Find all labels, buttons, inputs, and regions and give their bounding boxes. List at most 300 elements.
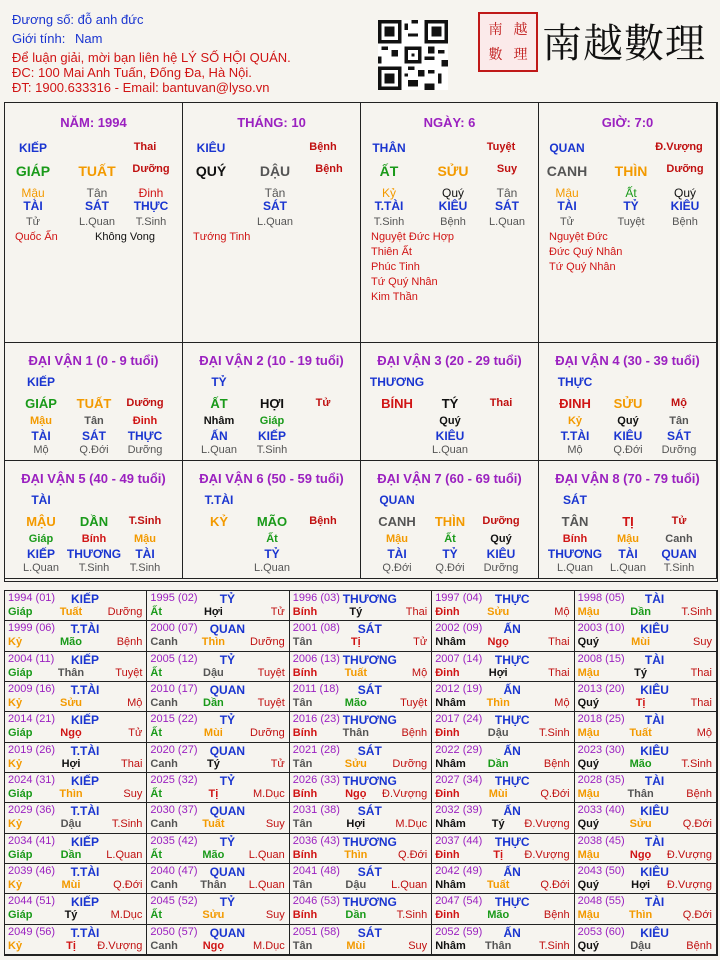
pillar-subs-text: Tử [559,216,575,228]
dai-van-sub: Dưỡng [483,562,519,574]
year-life-stage: Bệnh [686,787,712,800]
year-label: 2051 (58) [292,925,340,938]
year-label: 2003 (10) [577,622,625,635]
dai-van-hidden-stem: Đinh [132,415,158,427]
year-stem: Canh [150,696,178,709]
year-star: TÀI [644,895,665,910]
year-label: 1999 (06) [8,622,56,635]
year-stem: Canh [150,878,178,891]
year-star: THỰC [494,773,530,788]
year-life-stage: Mộ [554,606,570,618]
pillar-subs-text: Bệnh [440,216,466,228]
dai-van-hidden-stem: Ất [266,533,278,545]
year-branch: Sửu [344,757,367,770]
year-stem: Canh [150,818,178,831]
dai-van-hidden-star: SÁT [667,429,691,443]
year-branch: Dậu [60,818,82,831]
dai-van-sub: L.Quan [253,562,291,574]
year-stem: Ất [150,787,162,800]
year-cell [147,712,289,742]
dai-van-hidden-star: TÀI [618,547,638,561]
year-branch: Hợi [61,757,81,770]
year-stem: Giáp [8,727,33,740]
year-stem: Mậu [577,606,600,618]
dai-van-hidden-star: TỶ [442,547,458,561]
year-branch: Mão [60,636,82,649]
pillar-shensha: Nguyệt Đức [549,231,608,243]
year-cell [575,803,717,833]
year-label: 2000 (07) [150,622,198,635]
year-life-stage: Tuyệt [257,666,285,679]
year-stem: Kỷ [8,636,23,649]
year-branch: Mùi [61,878,81,891]
year-star: TÀI [644,713,665,728]
year-label: 2005 (12) [150,652,198,665]
year-branch: Tý [64,909,78,922]
year-branch: Mùi [346,939,366,952]
year-label: 1998 (05) [577,592,625,604]
year-label: 2026 (33) [292,773,340,786]
year-star: KIẾP [70,895,100,910]
year-branch: Thìn [344,848,368,861]
year-label: 2001 (08) [292,622,340,635]
year-branch: Dậu [203,666,224,679]
year-label: 2024 (31) [8,773,56,786]
year-star: KIÊU [640,864,669,879]
year-label: 2047 (54) [435,895,483,908]
year-branch: Hợi [203,606,223,618]
year-label: 2034 (41) [8,834,56,847]
dai-van-hidden-star: KIÊU [486,547,516,561]
pillar-hidden-text: Tân [264,186,286,200]
year-life-stage: Bệnh [401,727,428,740]
year-stem: Ất [150,727,162,740]
dai-van-hidden-star: KIÊU [435,429,465,443]
dai-van-title: ĐẠI VẬN 5 (40 - 49 tuổi) [21,471,166,486]
year-life-stage: Dưỡng [107,606,143,618]
pillar-stars-text: TỶ [623,199,639,213]
pillar-top-text: Đ.Vượng [655,141,703,153]
year-stem: Giáp [8,909,33,922]
pillar-top-text: Tuyệt [486,141,516,153]
dai-van-life-stage: Tử [315,397,331,409]
dai-van-hidden-star: THỰC [127,429,163,443]
year-star: T.TÀI [70,622,100,637]
year-life-stage: T.Sinh [681,757,712,770]
year-label: 2030 (37) [150,804,198,817]
year-life-stage: Q.Đới [682,818,712,831]
year-stem: Bính [292,787,318,800]
year-stem: Canh [150,757,178,770]
year-stem: Nhâm [435,878,466,891]
pillar-row1-text: Bệnh [315,163,343,175]
year-life-stage: Q.Đới [113,878,143,891]
year-label: 1997 (04) [435,592,483,604]
pillar-title: NGÀY: 6 [423,115,476,130]
year-star: SÁT [357,925,382,940]
year-star: THỰC [494,895,530,910]
phone-email-line[interactable]: ĐT: 1900.633316 - Email: bantuvan@lyso.vn [12,80,270,95]
year-stem: Canh [150,939,178,952]
year-cell [432,925,574,955]
year-star: TỶ [219,592,236,606]
pillar-shensha: Nguyệt Đức Hợp [371,231,455,243]
year-star: THƯƠNG [342,834,397,849]
pillar-row1-text: QUÝ [195,163,227,179]
year-stem: Kỷ [8,696,23,709]
year-cell [432,834,574,864]
year-life-stage: Thai [120,757,143,770]
year-cell [147,864,289,894]
year-star: QUAN [209,743,246,758]
year-stem: Bính [292,606,318,618]
year-branch: Tị [208,787,219,800]
year-life-stage: Tử [270,757,285,770]
dai-van-hidden-star: KIÊU [613,429,643,443]
subject-name: Đương số: đỗ anh đức [12,12,144,27]
pillar-cell [361,103,539,343]
year-life-stage: Thai [548,666,570,679]
year-life-stage: Suy [408,939,428,952]
pillar-hidden-text: Mậu [21,186,45,200]
dai-van-life-stage: Dưỡng [482,515,520,527]
year-star: KIẾP [70,592,100,606]
pillar-subs-text: Tử [25,216,41,228]
year-branch: Thìn [59,787,83,800]
year-star: TỶ [219,652,236,667]
dai-van-hidden-star: TÀI [135,547,155,561]
year-cell [5,712,147,742]
dai-van-star: QUAN [379,493,415,507]
year-star: KIẾP [70,652,100,667]
year-label: 2052 (59) [435,925,483,938]
pillar-hidden-text: Tân [86,186,108,200]
year-label: 2014 (21) [8,713,56,726]
year-life-stage: T.Sinh [539,727,570,740]
year-stem: Nhâm [435,757,466,770]
dai-van-hidden-star: TỶ [264,547,280,561]
dai-van-sub: T.Sinh [129,562,161,574]
year-cell [575,773,717,803]
year-label: 1994 (01) [8,592,56,604]
year-cell [575,652,717,682]
year-stem: Quý [577,939,599,952]
year-branch: Dậu [345,878,367,891]
dai-van-star: TỶ [211,375,227,389]
dai-van-branch: THÌN [434,514,466,529]
year-stem: Nhâm [435,818,466,831]
year-branch: Tý [349,606,363,618]
dai-van-life-stage: T.Sinh [128,515,162,527]
pillar-shensha: Thiên Ất [371,246,412,258]
year-life-stage: Đ.Vượng [666,848,712,861]
dai-van-hidden-stem: Nhâm [203,415,235,427]
year-branch: Dần [60,848,82,861]
year-label: 2027 (34) [435,773,483,786]
year-stem: Kỷ [8,757,23,770]
year-cell [290,743,432,773]
pillar-row1-text: ẤT [379,163,399,179]
year-life-stage: Mộ [554,696,570,709]
year-cell [432,803,574,833]
year-cell [5,894,147,924]
year-branch: Sửu [202,909,225,922]
pillar-top-text: Bệnh [309,141,337,153]
pillar-shensha: Đức Quý Nhân [549,246,623,258]
pillar-shensha: Tứ Quý Nhân [371,276,438,288]
pillar-top-text: THÂN [372,141,406,155]
year-stem: Đinh [435,666,460,679]
year-stem: Tân [292,818,313,831]
year-life-stage: Suy [693,636,712,649]
year-star: KIẾP [70,713,100,728]
dai-van-star: THƯƠNG [369,375,425,389]
pillar-top-text: KIẾP [18,141,48,155]
year-branch: Tý [634,666,648,679]
year-stem: Tân [292,636,313,649]
dai-van-star: THỰC [557,375,593,389]
year-life-stage: Q.Đới [682,909,712,922]
year-label: 2032 (39) [435,804,483,817]
dai-van-sub: Q.Đới [382,562,412,574]
year-stem: Đinh [435,787,460,800]
year-cell [575,864,717,894]
dai-van-branch: TỊ [622,514,634,529]
year-stem: Quý [577,757,599,770]
year-life-stage: Đ.Vượng [524,848,570,861]
year-star: ẤN [503,864,521,879]
pillar-row1-text: Suy [496,163,518,175]
year-star: TÀI [644,773,665,788]
year-stem: Quý [577,818,599,831]
year-branch: Tý [491,818,505,831]
dai-van-hidden-star: TÀI [387,547,407,561]
dai-van-hidden-stem: Giáp [28,533,54,545]
pillar-subs-text: T.Sinh [373,216,405,228]
dai-van-hidden-stem: Quý [617,415,639,427]
year-star: SÁT [357,743,382,758]
year-branch: Ngọ [345,787,367,800]
dai-van-cell [183,343,361,461]
dai-van-stem: ẤT [210,396,228,411]
dai-van-title: ĐẠI VẬN 6 (50 - 59 tuổi) [199,471,344,486]
dai-van-cell [183,461,361,579]
gender-value: Nam [74,31,103,46]
year-star: T.TÀI [70,864,100,879]
year-stem: Tân [292,939,313,952]
dai-van-life-stage: Tử [671,515,687,527]
year-star: ẤN [503,804,521,819]
year-branch: Mão [202,848,225,861]
year-branch: Tị [350,636,361,649]
dai-van-branch: SỬU [613,396,643,411]
dai-van-hidden-star: SÁT [82,429,106,443]
year-stem: Bính [292,909,318,922]
year-stem: Giáp [8,606,33,618]
year-stem: Đinh [435,909,460,922]
year-life-stage: L.Quan [248,878,285,891]
dai-van-title: ĐẠI VẬN 8 (70 - 79 tuổi) [555,471,700,486]
year-label: 2017 (24) [435,713,483,726]
dai-van-stem: BÍNH [381,396,413,411]
year-branch: Ngọ [202,939,225,952]
year-label: 2037 (44) [435,834,483,847]
year-life-stage: Thai [548,636,570,649]
year-cell [147,621,289,651]
year-cell [290,591,432,621]
year-cell [432,894,574,924]
dai-van-title: ĐẠI VẬN 2 (10 - 19 tuổi) [199,353,344,368]
year-life-stage: M.Dục [253,939,285,952]
dai-van-star: KIẾP [26,375,56,389]
dai-van-hidden-stem: Kỷ [567,415,583,427]
year-label: 2029 (36) [8,804,56,817]
year-life-stage: Đ.Vượng [382,787,428,800]
year-label: 2039 (46) [8,864,56,877]
year-stem: Mậu [577,787,600,800]
year-star: SÁT [357,682,382,697]
year-star: QUAN [209,925,246,940]
year-label: 2049 (56) [8,925,56,938]
pillar-row1-text: CANH [546,163,588,179]
year-label: 2035 (42) [150,834,198,847]
year-star: QUAN [209,622,246,637]
year-cell [5,652,147,682]
dai-van-sub: Q.Đới [613,444,643,456]
year-branch: Mão [629,757,652,770]
dai-van-hidden-star: T.TÀI [560,429,590,443]
subject-line [12,12,143,28]
dai-van-cell [539,343,717,461]
pillar-hidden-text: Tân [496,186,518,200]
year-stem: Quý [577,696,599,709]
pillar-subs-text: Tuyệt [617,216,645,228]
year-life-stage: Tuyệt [115,666,143,679]
year-branch: Tuất [486,878,510,891]
year-cell [147,803,289,833]
year-star: T.TÀI [70,925,100,940]
year-label: 2050 (57) [150,925,198,938]
year-cell [5,591,147,621]
year-branch: Sửu [59,696,83,709]
qr-code-icon[interactable] [378,20,448,90]
year-star: KIÊU [640,622,669,637]
dai-van-star: SÁT [563,493,587,507]
pillar-hidden-text: Kỷ [381,186,397,200]
seal-char: 南 [488,21,503,38]
pillar-stars-text: KIÊU [670,199,700,213]
year-label: 2041 (48) [292,864,340,877]
year-star: TỶ [219,834,236,849]
year-cell [432,591,574,621]
year-label: 2006 (13) [292,652,340,665]
year-branch: Hợi [488,666,508,679]
dai-van-hidden-star: KIẾP [26,547,56,561]
year-cell [147,834,289,864]
pillar-hidden-text: Quý [673,186,697,200]
year-label: 2016 (23) [292,713,340,726]
pillar-subs-text: T.Sinh [135,216,167,228]
pillar-stars-text: TÀI [23,199,43,213]
year-star: THỰC [494,652,530,667]
year-cell [5,925,147,955]
year-stem: Ất [150,909,162,922]
pillar-row1-text: SỬU [437,163,469,179]
dai-van-hidden-stem: Quý [490,533,512,545]
seal-char: 數 [488,46,503,63]
dai-van-life-stage: Bệnh [309,515,337,527]
year-cell [575,894,717,924]
year-star: ẤN [503,743,521,758]
pillar-row1-text: Dưỡng [132,163,170,175]
year-star: TỶ [219,895,236,910]
year-life-stage: L.Quan [106,848,143,861]
dai-van-hidden-star: QUAN [661,547,697,561]
dai-van-branch: MÃO [256,514,288,529]
year-life-stage: Thai [405,606,428,618]
year-stem: Quý [577,636,599,649]
year-label: 2023 (30) [577,743,625,756]
year-branch: Mùi [203,727,223,740]
dai-van-life-stage: Mộ [671,397,687,409]
dai-van-branch: TÝ [441,396,459,411]
year-branch: Thân [57,666,85,679]
dai-van-cell [5,461,183,579]
year-stem: Tân [292,696,313,709]
address-line: ĐC: 100 Mai Anh Tuấn, Đống Đa, Hà Nội. [12,65,252,80]
year-cell [290,864,432,894]
year-life-stage: Suy [265,818,285,831]
year-star: SÁT [357,622,382,637]
year-star: ẤN [503,925,521,940]
chart-grid [4,102,718,582]
pillar-stars-text: T.TÀI [374,199,404,213]
year-branch: Sửu [629,818,652,831]
pillar-stars-text: KIÊU [438,199,468,213]
annual-luck-table [4,590,718,956]
dai-van-sub: L.Quan [609,562,647,574]
pillar-subs-text: L.Quan [78,216,116,228]
pillar-stars-text: THỰC [133,199,169,213]
year-cell [290,803,432,833]
year-stem: Quý [577,878,599,891]
year-cell [147,682,289,712]
year-label: 1995 (02) [150,592,198,604]
pillar-row1-text: GIÁP [15,163,51,179]
year-label: 2007 (14) [435,652,483,665]
year-life-stage: Mộ [127,696,143,709]
year-star: THƯƠNG [342,713,397,728]
year-label: 2031 (38) [292,804,340,817]
dai-van-hidden-star: THƯƠNG [66,547,122,561]
year-branch: Tý [206,757,220,770]
dai-van-hidden-star: TÀI [31,429,51,443]
year-cell [290,621,432,651]
year-cell [5,803,147,833]
year-stem: Giáp [8,787,33,800]
pillar-cell [5,103,183,343]
year-label: 2025 (32) [150,773,198,786]
year-life-stage: Bệnh [543,757,570,770]
year-life-stage: Suy [123,787,143,800]
year-stem: Tân [292,878,313,891]
year-star: ẤN [503,682,521,697]
year-star: KIẾP [70,834,100,849]
dai-van-title: ĐẠI VẬN 1 (0 - 9 tuổi) [28,353,159,368]
year-star: KIẾP [70,773,100,788]
dai-van-sub: Q.Đới [79,444,109,456]
year-stem: Đinh [435,606,460,618]
